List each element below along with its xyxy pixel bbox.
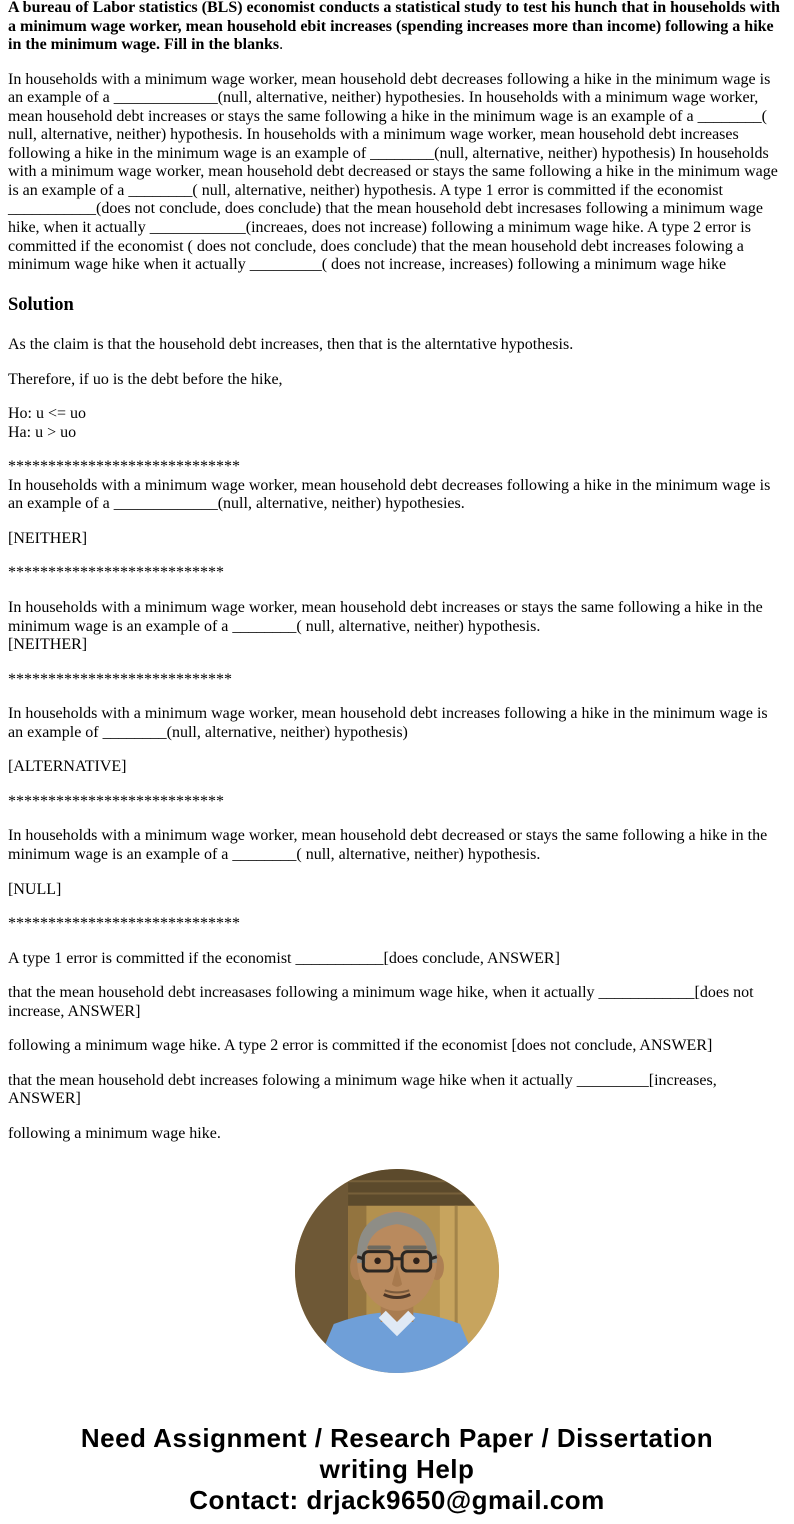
answer-1: [NEITHER] bbox=[8, 529, 88, 547]
separator-stars: *************************** bbox=[8, 792, 224, 810]
man-portrait-illustration bbox=[295, 1169, 499, 1373]
null-hypothesis-line: Ho: u <= uo bbox=[8, 405, 87, 423]
question-text: A bureau of Labor statistics (BLS) economist conducts a statistical study to test his hunch that in households with a minimum wage worker, mean household ebit increases (spending increases more than income) following a hike in the minimum wage. Fill in the blanks bbox=[8, 0, 780, 54]
question-period: . bbox=[279, 36, 284, 54]
type1-error-line: A type 1 error is committed if the economist ___________[does conclude, ANSWER] bbox=[8, 949, 560, 967]
solution-heading: Solution bbox=[8, 294, 74, 315]
question-2-block bbox=[8, 599, 786, 655]
question-1-text: In households with a minimum wage worker, mean household debt decreases following a hike in the minimum wage is an example of a _____________(null, alternative, neither) hypothesies. bbox=[8, 476, 771, 513]
document-page bbox=[8, 0, 786, 1516]
hypotheses-lines bbox=[8, 405, 786, 442]
answer-2: [NEITHER] bbox=[8, 636, 88, 654]
type1-error-continued: that the mean household debt increasases following a minimum wage hike, when it actually ____________[does not increase, ANSWER] bbox=[8, 984, 754, 1020]
intro-paragraph: In households with a minimum wage worker, mean household debt decreases following a hike in the minimum wage is an example of a _____________(null, alternative, neither) hypothesies. In households with a minimum wage worker, mean household debt increases or stays the same following a hike in the minimum wage is an example of a ________( null, alternative, neither) hypothesis. In households with a minimum wage worker, mean household debt increases following a hike in the minimum wage is an example of ________(null, alternative, neither) hypothesis) In households with a minimum wage worker, mean household debt decreased or stays the same following a hike in the minimum wage is an example of a ________( null, alternative, neither) hypothesis. A type 1 error is committed if the economist ___________(does not conclude, does conclude) that the mean household debt incresases following a minimum wage hike, when it actually ____________(increaes, does not increase) following a minimum wage hike. A type 2 error is committed if the economist ( does not conclude, does conclude) that the mean household debt increases folowing a minimum wage hike when it actually _________( does not increase, increases) following a minimum wage hike bbox=[8, 70, 778, 274]
separator-stars: ***************************** bbox=[8, 915, 240, 933]
portrait-photo bbox=[295, 1169, 499, 1373]
answer-4: [NULL] bbox=[8, 880, 62, 898]
separator-stars: ***************************** bbox=[8, 458, 240, 476]
question-4-text: In households with a minimum wage worker, mean household debt decreased or stays the same following a hike in the minimum wage is an example of a ________( null, alternative, neither) hypothesis. bbox=[8, 827, 768, 863]
therefore-line: Therefore, if uo is the debt before the hike, bbox=[8, 370, 283, 388]
separator-q1-block bbox=[8, 458, 786, 514]
type2-error-line: following a minimum wage hike. A type 2 error is committed if the economist [does not conclude, ANSWER] bbox=[8, 1037, 713, 1055]
footer-contact-email: Contact: drjack9650@gmail.com bbox=[189, 1485, 605, 1516]
question-heading bbox=[8, 0, 786, 55]
alt-hypothesis-line: Ha: u > uo bbox=[8, 423, 77, 441]
question-2-text: In households with a minimum wage worker, mean household debt increases or stays the same following a hike in the minimum wage is an example of a ________( null, alternative, neither) hypothesis. bbox=[8, 599, 763, 635]
footer-help-text: Need Assignment / Research Paper / Dissertation writing Help bbox=[80, 1423, 714, 1484]
closing-line: following a minimum wage hike. bbox=[8, 1124, 221, 1142]
question-3-text: In households with a minimum wage worker, mean household debt increases following a hike in the minimum wage is an example of ________(null, alternative, neither) hypothesis) bbox=[8, 705, 768, 741]
answer-3: [ALTERNATIVE] bbox=[8, 758, 127, 776]
claim-line: As the claim is that the household debt increases, then that is the alterntative hypothesis. bbox=[8, 336, 574, 354]
footer bbox=[8, 1423, 786, 1515]
separator-stars: **************************** bbox=[8, 670, 232, 688]
type2-error-continued: that the mean household debt increases folowing a minimum wage hike when it actually _________[increases, ANSWER] bbox=[8, 1071, 717, 1108]
separator-stars: *************************** bbox=[8, 564, 224, 582]
photo-container bbox=[8, 1169, 786, 1373]
